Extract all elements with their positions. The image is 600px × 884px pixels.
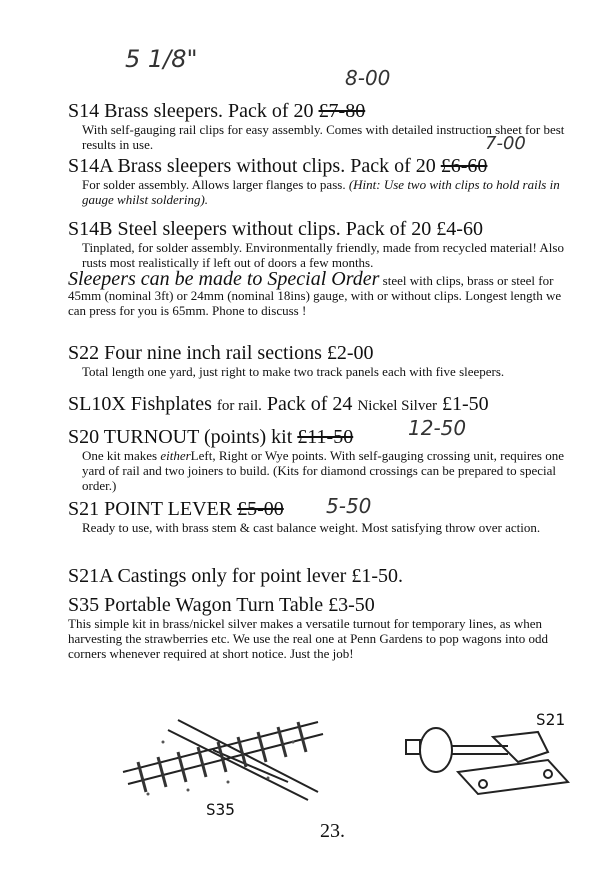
item-s22 — [68, 342, 580, 379]
handwritten-s14a-price: 7-00 — [485, 133, 526, 154]
handwritten-s14-price: 8-00 — [345, 66, 391, 90]
item-title: S21 POINT LEVER £5-00 — [68, 498, 284, 520]
page-number: 23. — [320, 820, 345, 842]
hint-text: (Hint: Use two with clips to hold rails in gauge whilst soldering). — [82, 177, 560, 207]
item-description: Total length one yard, just right to make two track panels each with five sleepers. — [82, 364, 505, 379]
item-title: S21A Castings only for point lever £1-50. — [68, 565, 403, 587]
special-order-note — [68, 268, 580, 318]
point-lever-caption: S21 — [536, 710, 565, 729]
item-description: For solder assembly. Allows larger flanges to pass. (Hint: Use two with clips to hold rails in gauge whilst soldering). — [82, 177, 560, 207]
handwritten-s20-price: 12-50 — [408, 416, 467, 440]
item-s14a — [68, 155, 580, 207]
special-order-body: steel with clips, brass or steel for 45mm (nominal 3ft) or 24mm (nominal 18ins) gauge, with or without clips. Longest length we can press for you is 65mm. Phone to discuss ! — [68, 273, 562, 318]
old-price: £5-00 — [237, 498, 284, 520]
item-title: SL10X Fishplates for rail. Pack of 24 Nickel Silver £1-50 — [68, 393, 489, 415]
item-title: S14B Steel sleepers without clips. Pack of 20 £4-60 — [68, 218, 483, 240]
track-illustration-caption: S35 — [206, 800, 235, 819]
item-title: S22 Four nine inch rail sections £2-00 — [68, 342, 374, 364]
old-price: £7-80 — [318, 100, 366, 122]
item-description: This simple kit in brass/nickel silver makes a versatile turnout for temporary lines, as when harvesting the strawberries etc. We use the real one at Penn Gardens to pop wagons into odd corners whenever required at short notice. Just the job! — [68, 616, 548, 661]
item-description: One kit makes eitherLeft, Right or Wye points. With self-gauging crossing unit, requires one yard of rail and two joiners to build. (Kits for diamond crossings can be prepared to special order.) — [82, 448, 565, 493]
item-s20 — [68, 426, 580, 493]
old-price: £6-60 — [440, 155, 488, 177]
item-description: Tinplated, for solder assembly. Environmentally friendly, made from recycled material! Also rusts most realistically if left out of doors a few months. — [82, 240, 564, 270]
item-description: With self-gauging rail clips for easy assembly. Comes with detailed instruction sheet for best results in use. — [82, 122, 565, 152]
item-title: S14 Brass sleepers. Pack of 20 £7-80 — [68, 100, 366, 122]
item-s21a — [68, 565, 580, 587]
item-sl10x — [68, 393, 580, 417]
item-title: S14A Brass sleepers without clips. Pack of 20 £6-60 — [68, 155, 488, 177]
special-order-heading: Sleepers can be made to Special Order — [68, 268, 380, 290]
old-price: £11-50 — [297, 426, 354, 448]
item-s21 — [68, 498, 580, 535]
handwritten-size-note: 5 1/8" — [125, 45, 198, 73]
item-s14b — [68, 218, 580, 270]
item-description: Ready to use, with brass stem & cast balance weight. Most satisfying throw over action. — [82, 520, 541, 535]
track-illustration — [118, 712, 328, 802]
handwritten-s21-price: 5-50 — [326, 494, 372, 518]
item-s14 — [68, 100, 580, 152]
point-lever-illustration — [398, 722, 578, 802]
item-title: S20 TURNOUT (points) kit £11-50 — [68, 426, 354, 448]
item-title: S35 Portable Wagon Turn Table £3-50 — [68, 594, 375, 616]
item-s35 — [68, 594, 580, 661]
